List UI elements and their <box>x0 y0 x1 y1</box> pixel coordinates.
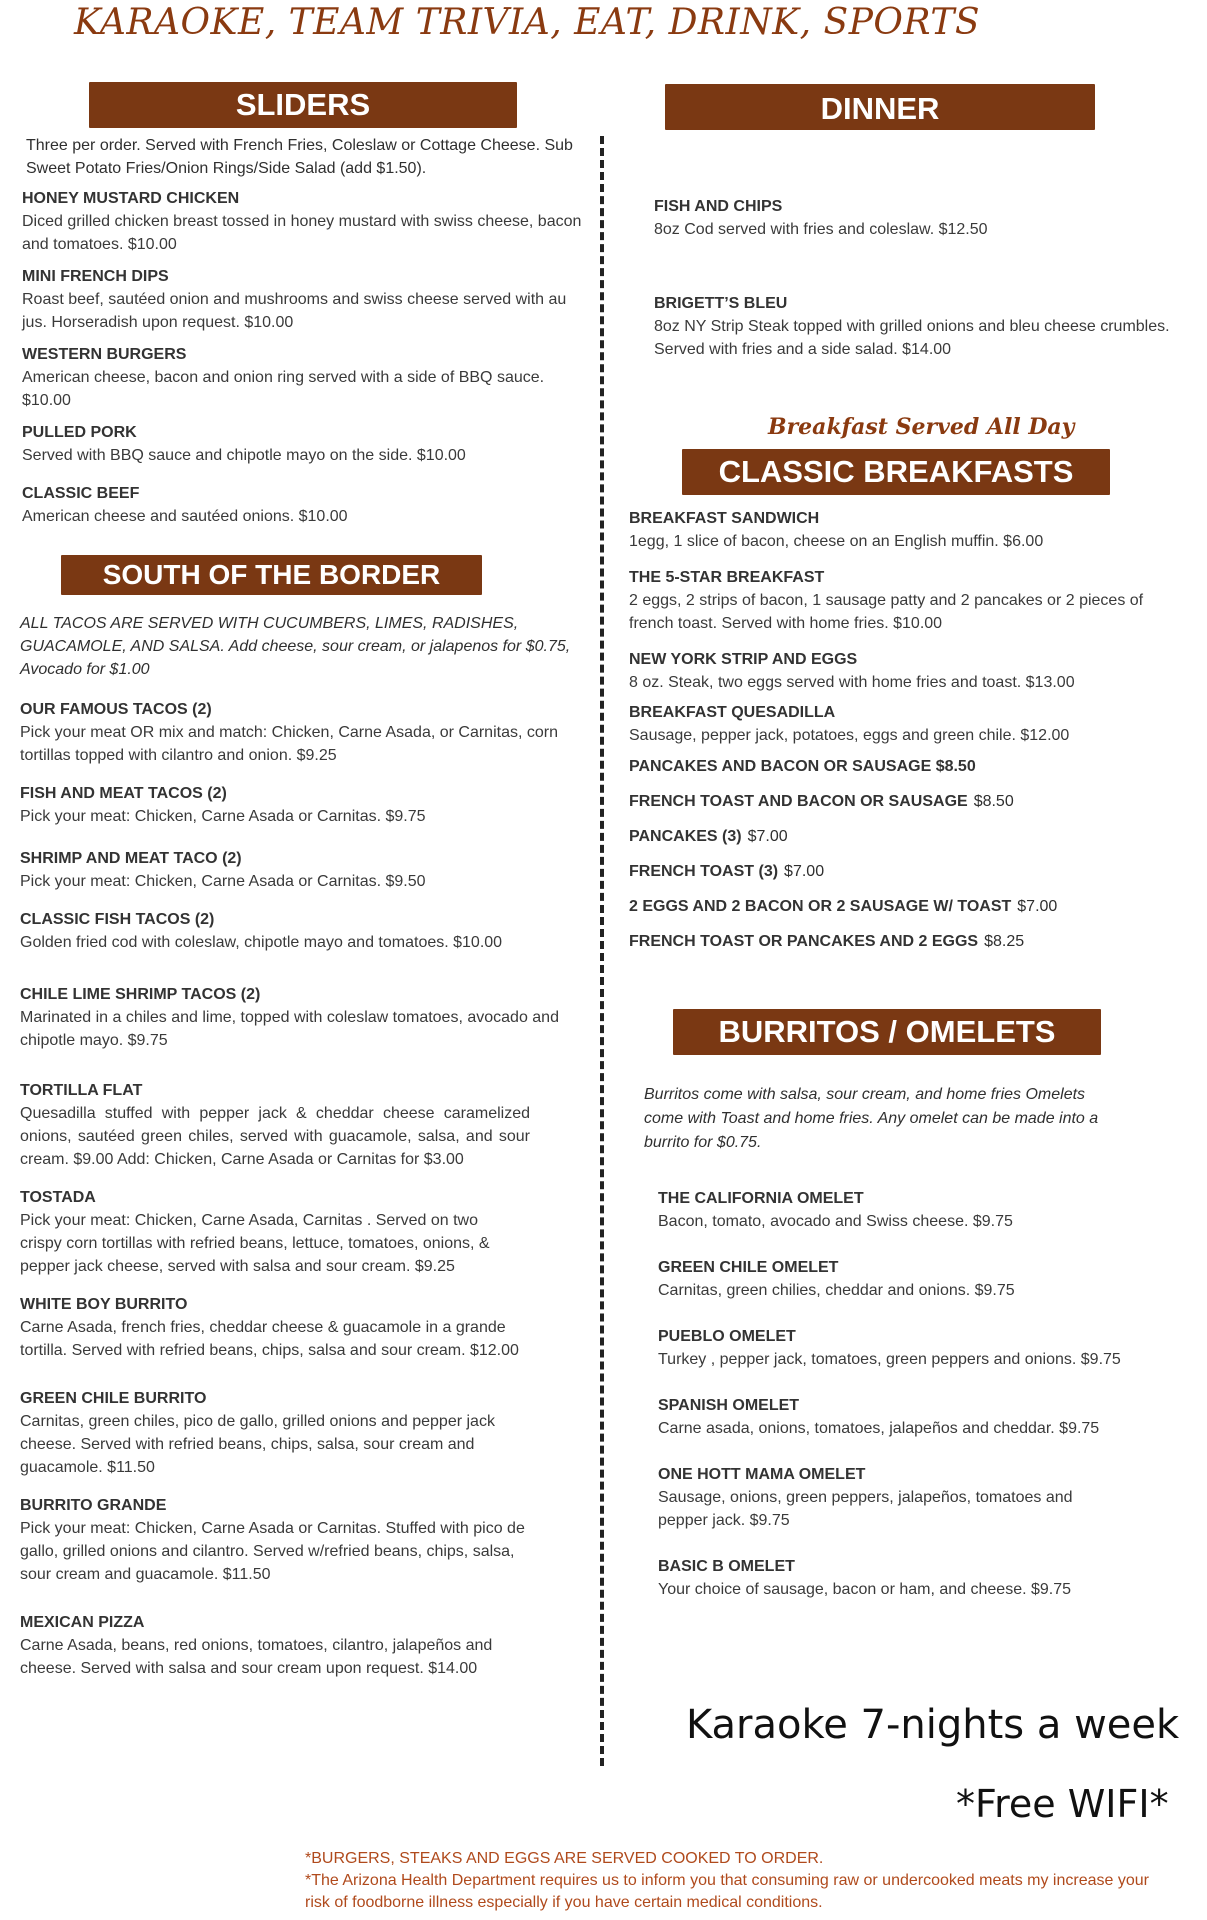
menu-item <box>22 188 582 256</box>
item-name: CLASSIC BEEF <box>22 485 140 502</box>
menu-item <box>654 196 1174 241</box>
footer-line-2: *The Arizona Health Department requires us to inform you that consuming raw or undercooked meats my increase your risk of foodborne illness especially if you have certain medical conditions. <box>305 1872 1149 1911</box>
item-desc: Your choice of sausage, bacon or ham, and cheese. $9.75 <box>658 1581 1072 1598</box>
south-banner <box>61 555 482 595</box>
item-name: BASIC B OMELET <box>658 1558 795 1575</box>
item-name: BURRITO GRANDE <box>20 1497 167 1514</box>
menu-item <box>658 1326 1158 1371</box>
breakfast-subtitle: Breakfast Served All Day <box>768 414 1075 440</box>
item-name: FRENCH TOAST OR PANCAKES AND 2 EGGS <box>629 933 979 950</box>
item-desc: 8oz Cod served with fries and coleslaw. $12.50 <box>654 221 988 238</box>
wifi-promo: *Free WIFI* <box>956 1782 1169 1826</box>
item-name: MEXICAN PIZZA <box>20 1614 145 1631</box>
item-name: PULLED PORK <box>22 424 137 441</box>
item-desc: Carne asada, onions, tomatoes, jalapeños and cheddar. $9.75 <box>658 1420 1100 1437</box>
menu-item-inline <box>629 889 1169 924</box>
burritos-banner <box>673 1009 1101 1055</box>
item-price: $7.00 <box>747 828 788 845</box>
menu-item-inline <box>629 784 1169 819</box>
item-name: BRIGETT’S BLEU <box>654 295 788 312</box>
menu-item-inline <box>629 924 1169 959</box>
item-name: PANCAKES AND BACON OR SAUSAGE $8.50 <box>629 758 976 775</box>
item-name: GREEN CHILE OMELET <box>658 1259 839 1276</box>
item-name: WHITE BOY BURRITO <box>20 1296 188 1313</box>
item-desc: Carne Asada, french fries, cheddar cheese & guacamole in a grande tortilla. Served with refried beans, chips, salsa and sour cream. $12.00 <box>20 1319 519 1359</box>
item-desc: Turkey , pepper jack, tomatoes, green peppers and onions. $9.75 <box>658 1351 1121 1368</box>
item-desc: 2 eggs, 2 strips of bacon, 1 sausage patty and 2 pancakes or 2 pieces of french toast. Served with home fries. $10.00 <box>629 592 1144 632</box>
menu-item-inline <box>629 854 1169 889</box>
item-desc: American cheese, bacon and onion ring served with a side of BBQ sauce. $10.00 <box>22 369 545 409</box>
menu-item <box>22 266 582 334</box>
footer-notice <box>305 1848 1165 1914</box>
item-desc: Carnitas, green chilies, cheddar and onions. $9.75 <box>658 1282 1015 1299</box>
item-name: THE 5-STAR BREAKFAST <box>629 569 825 586</box>
menu-item <box>20 783 575 828</box>
item-name: CLASSIC FISH TACOS (2) <box>20 911 215 928</box>
item-desc: Quesadilla stuffed with pepper jack & cheddar cheese caramelized onions, sautéed green chiles, served with guacamole, salsa, and sour cream. $9.00 Add: Chicken, Carne Asada or Carnitas for $3.00 <box>20 1105 530 1168</box>
item-desc: Sausage, pepper jack, potatoes, eggs and green chile. $12.00 <box>629 727 1070 744</box>
menu-item <box>629 567 1169 635</box>
item-name: TORTILLA FLAT <box>20 1082 143 1099</box>
item-name: BREAKFAST SANDWICH <box>629 510 820 527</box>
menu-item <box>658 1395 1158 1440</box>
menu-item <box>658 1257 1158 1302</box>
item-desc: Diced grilled chicken breast tossed in honey mustard with swiss cheese, bacon and tomatoes. $10.00 <box>22 213 582 253</box>
item-name: OUR FAMOUS TACOS (2) <box>20 701 212 718</box>
burritos-section <box>644 1083 1114 1187</box>
item-name: FISH AND MEAT TACOS (2) <box>20 785 227 802</box>
item-desc: Served with BBQ sauce and chipotle mayo on the side. $10.00 <box>22 447 466 464</box>
header-tagline: KARAOKE, TEAM TRIVIA, EAT, DRINK, SPORTS <box>74 2 981 43</box>
menu-item <box>20 1080 530 1171</box>
menu-item <box>22 422 582 467</box>
item-desc: Roast beef, sautéed onion and mushrooms and swiss cheese served with au jus. Horseradish upon request. $10.00 <box>22 291 567 331</box>
dinner-banner <box>665 84 1095 130</box>
item-name: MINI FRENCH DIPS <box>22 268 169 285</box>
item-name: BREAKFAST QUESADILLA <box>629 704 836 721</box>
menu-item <box>658 1188 1158 1233</box>
item-desc: 8 oz. Steak, two eggs served with home fries and toast. $13.00 <box>629 674 1075 691</box>
item-desc: Carnitas, green chiles, pico de gallo, grilled onions and pepper jack cheese. Served with refried beans, chips, salsa, sour cream and guacamole. $11.50 <box>20 1413 495 1476</box>
burritos-intro: Burritos come with salsa, sour cream, and home fries Omelets come with Toast and home fries. Any omelet can be made into a burrito for $0.75. <box>644 1086 1099 1151</box>
menu-item <box>20 1187 490 1278</box>
menu-item <box>629 702 1169 747</box>
item-name: HONEY MUSTARD CHICKEN <box>22 190 240 207</box>
item-desc: Marinated in a chiles and lime, topped with coleslaw tomatoes, avocado and chipotle mayo. $9.75 <box>20 1009 559 1049</box>
item-name: FRENCH TOAST AND BACON OR SAUSAGE <box>629 793 968 810</box>
item-price: $8.50 <box>973 793 1014 810</box>
menu-item <box>20 984 575 1052</box>
item-desc: Bacon, tomato, avocado and Swiss cheese. $9.75 <box>658 1213 1013 1230</box>
menu-item-inline <box>629 749 1169 784</box>
sliders-intro: Three per order. Served with French Fries, Coleslaw or Cottage Cheese. Sub Sweet Potato Fries/Onion Rings/Side Salad (add $1.50). <box>26 137 573 177</box>
item-name: 2 EGGS AND 2 BACON OR 2 SAUSAGE W/ TOAST <box>629 898 1012 915</box>
burritos-title: BURRITOS / OMELETS <box>718 1014 1056 1049</box>
item-name: SHRIMP AND MEAT TACO (2) <box>20 850 242 867</box>
item-name: ONE HOTT MAMA OMELET <box>658 1466 866 1483</box>
item-desc: American cheese and sautéed onions. $10.00 <box>22 508 348 525</box>
item-desc: Sausage, onions, green peppers, jalapeños, tomatoes and pepper jack. $9.75 <box>658 1489 1073 1529</box>
sliders-banner <box>89 82 517 128</box>
item-price: $7.00 <box>784 863 825 880</box>
menu-item <box>20 848 575 893</box>
menu-item <box>20 1388 545 1479</box>
dinner-section <box>654 196 1174 371</box>
item-name: CHILE LIME SHRIMP TACOS (2) <box>20 986 261 1003</box>
menu-item <box>20 1294 520 1362</box>
item-name: SPANISH OMELET <box>658 1397 800 1414</box>
item-desc: Pick your meat: Chicken, Carne Asada, Carnitas . Served on two crispy corn tortillas with refried beans, lettuce, tomatoes, onions, & pepper jack cheese, served with salsa and sour cream. $9.25 <box>20 1212 490 1275</box>
item-name: PUEBLO OMELET <box>658 1328 796 1345</box>
column-divider <box>600 136 604 1766</box>
item-desc: Pick your meat: Chicken, Carne Asada or Carnitas. Stuffed with pico de gallo, grilled onions and cilantro. Served w/refried beans, chips, salsa, sour cream and guacamole. $11.50 <box>20 1520 525 1583</box>
item-name: TOSTADA <box>20 1189 96 1206</box>
menu-item <box>22 344 582 412</box>
item-name: PANCAKES (3) <box>629 828 742 845</box>
item-price: $8.25 <box>984 933 1025 950</box>
south-title: SOUTH OF THE BORDER <box>102 559 441 590</box>
breakfast-section <box>629 508 1169 959</box>
item-name: FISH AND CHIPS <box>654 198 783 215</box>
menu-item <box>20 1612 545 1680</box>
menu-item <box>654 293 1174 361</box>
karaoke-promo: Karaoke 7-nights a week <box>686 1702 1180 1748</box>
item-desc: Pick your meat OR mix and match: Chicken, Carne Asada, or Carnitas, corn tortillas topped with cilantro and onion. $9.25 <box>20 724 558 764</box>
item-desc: 1egg, 1 slice of bacon, cheese on an English muffin. $6.00 <box>629 533 1044 550</box>
menu-item <box>629 508 1169 553</box>
omelets-list <box>658 1188 1158 1611</box>
menu-item <box>20 699 575 767</box>
item-name: NEW YORK STRIP AND EGGS <box>629 651 858 668</box>
breakfast-banner <box>682 449 1110 495</box>
breakfast-title: CLASSIC BREAKFASTS <box>718 454 1074 489</box>
sliders-section <box>22 134 582 538</box>
item-name: FRENCH TOAST (3) <box>629 863 779 880</box>
item-price: $7.00 <box>1017 898 1058 915</box>
footer-line-1: *BURGERS, STEAKS AND EGGS ARE SERVED COOKED TO ORDER. <box>305 1850 824 1867</box>
menu-item <box>658 1556 1158 1601</box>
menu-item <box>22 483 582 528</box>
item-desc: 8oz NY Strip Steak topped with grilled onions and bleu cheese crumbles. Served with fries and a side salad. $14.00 <box>654 318 1170 358</box>
item-name: GREEN CHILE BURRITO <box>20 1390 207 1407</box>
south-intro: ALL TACOS ARE SERVED WITH CUCUMBERS, LIMES, RADISHES, GUACAMOLE, AND SALSA. Add cheese, sour cream, or jalapenos for $0.75, Avocado for $1.00 <box>20 615 571 678</box>
item-desc: Carne Asada, beans, red onions, tomatoes, cilantro, jalapeños and cheese. Served with salsa and sour cream upon request. $14.00 <box>20 1637 493 1677</box>
menu-item <box>658 1464 1098 1532</box>
menu-item-inline <box>629 819 1169 854</box>
menu-item <box>629 649 1169 694</box>
dinner-title: DINNER <box>820 91 940 126</box>
item-name: THE CALIFORNIA OMELET <box>658 1190 864 1207</box>
south-section <box>20 612 575 1690</box>
item-desc: Pick your meat: Chicken, Carne Asada or Carnitas. $9.50 <box>20 873 426 890</box>
sliders-title: SLIDERS <box>235 87 371 122</box>
menu-item <box>20 1495 545 1586</box>
item-desc: Pick your meat: Chicken, Carne Asada or Carnitas. $9.75 <box>20 808 426 825</box>
item-desc: Golden fried cod with coleslaw, chipotle mayo and tomatoes. $10.00 <box>20 934 503 951</box>
menu-item <box>20 909 575 954</box>
item-name: WESTERN BURGERS <box>22 346 187 363</box>
